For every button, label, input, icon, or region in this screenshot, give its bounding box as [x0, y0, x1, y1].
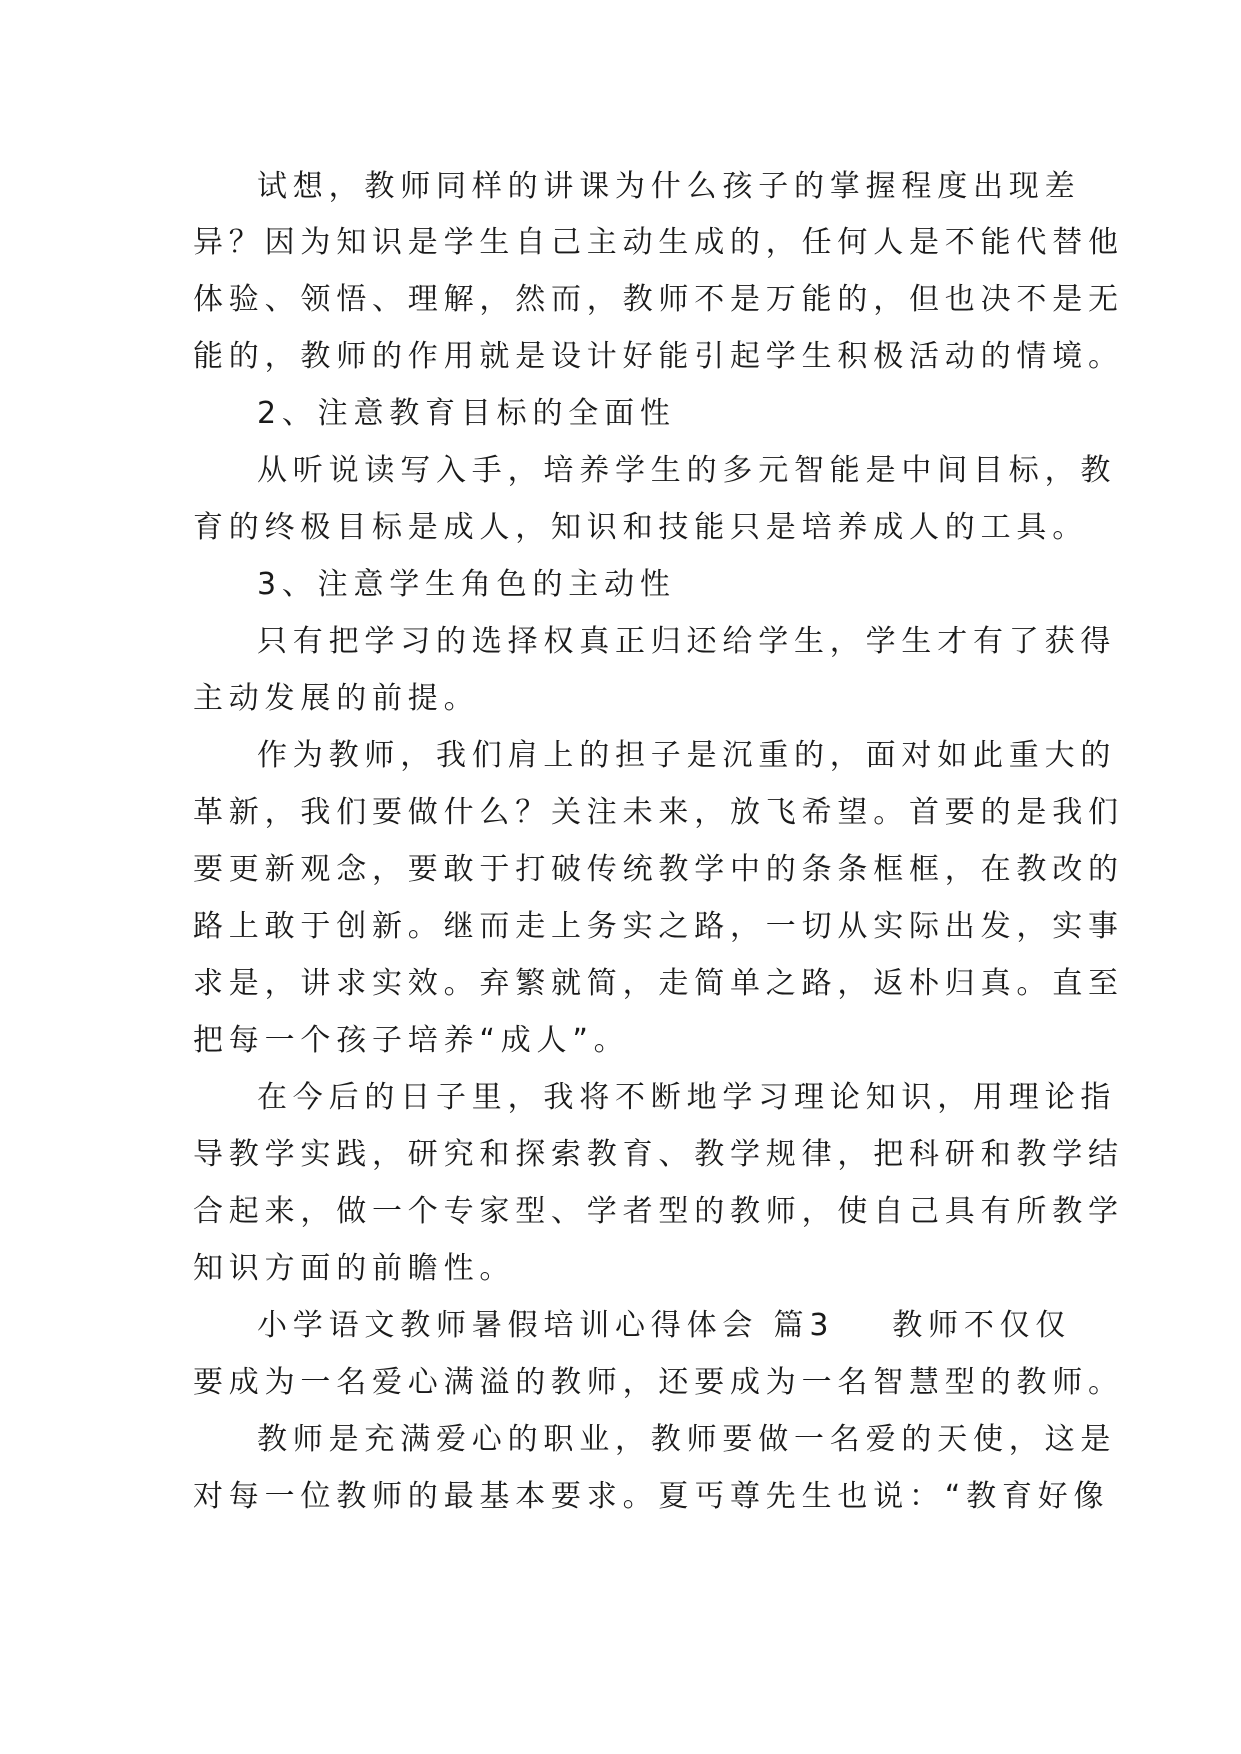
section-heading: 3、注意学生角色的主动性: [257, 567, 676, 602]
paragraph-line: 育的终极目标是成人，知识和技能只是培养成人的工具。: [193, 510, 1088, 545]
paragraph-line: 把每一个孩子培养“成人”。: [193, 1023, 630, 1058]
paragraph-line: 能的，教师的作用就是设计好能引起学生积极活动的情境。: [193, 339, 1124, 374]
article-title-line: [0, 1296, 1241, 1356]
article-title: 小学语文教师暑假培训心得体会 篇3: [257, 1308, 835, 1343]
paragraph-line: 革新，我们要做什么？关注未来，放飞希望。首要的是我们: [193, 795, 1124, 830]
paragraph-line: 主动发展的前提。: [193, 681, 480, 716]
paragraph-line: 要更新观念，要敢于打破传统教学中的条条框框，在教改的: [193, 852, 1124, 887]
paragraph-line: 作为教师，我们肩上的担子是沉重的，面对如此重大的: [257, 738, 1117, 773]
section-heading: 2、注意教育目标的全面性: [257, 396, 676, 431]
paragraph-line: 知识方面的前瞻性。: [193, 1251, 516, 1286]
paragraph-line: 路上敢于创新。继而走上务实之路，一切从实际出发，实事: [193, 909, 1124, 944]
paragraph-line: 只有把学习的选择权真正归还给学生，学生才有了获得: [257, 624, 1117, 659]
paragraph-line: 导教学实践，研究和探索教育、教学规律，把科研和教学结: [193, 1137, 1124, 1172]
paragraph-line: 对每一位教师的最基本要求。夏丐尊先生也说：“教育好像: [193, 1479, 1110, 1514]
paragraph-line: 体验、领悟、理解，然而，教师不是万能的，但也决不是无: [193, 282, 1124, 317]
paragraph-line: 在今后的日子里，我将不断地学习理论知识，用理论指: [257, 1080, 1117, 1115]
paragraph-line: 异？因为知识是学生自己主动生成的，任何人是不能代替他: [193, 225, 1124, 260]
paragraph-line: 教师是充满爱心的职业，教师要做一名爱的天使，这是: [257, 1422, 1117, 1457]
paragraph-line: 合起来，做一个专家型、学者型的教师，使自己具有所教学: [193, 1194, 1124, 1229]
paragraph-line: 试想，教师同样的讲课为什么孩子的掌握程度出现差: [257, 169, 1081, 204]
paragraph-line: 要成为一名爱心满溢的教师，还要成为一名智慧型的教师。: [193, 1365, 1124, 1400]
paragraph-line: 从听说读写入手，培养学生的多元智能是中间目标，教: [257, 453, 1117, 488]
paragraph-start: 教师不仅仅: [892, 1308, 1072, 1343]
paragraph-line: 求是，讲求实效。弃繁就简，走简单之路，返朴归真。直至: [193, 966, 1124, 1001]
